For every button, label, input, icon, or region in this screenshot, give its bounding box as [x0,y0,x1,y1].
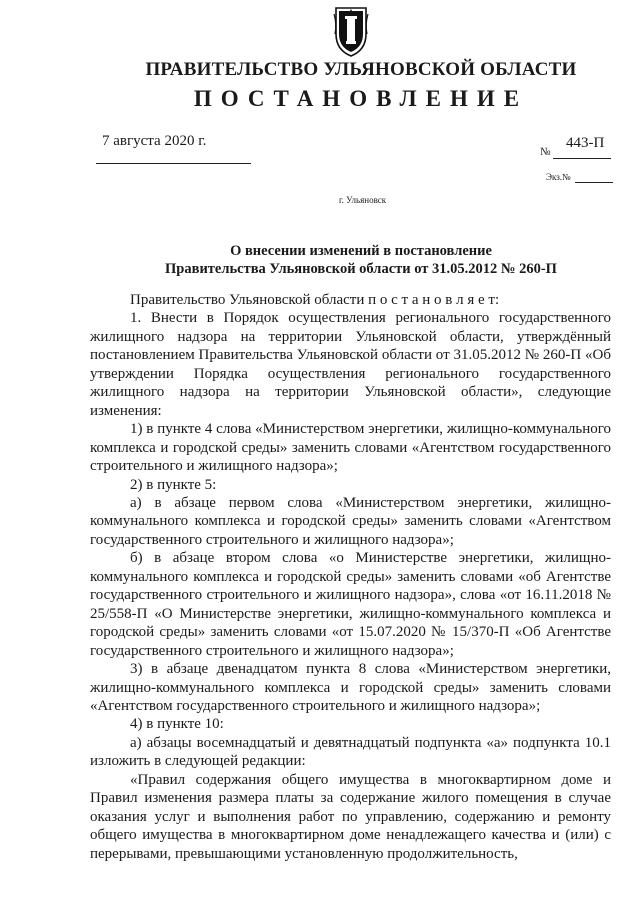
paragraph-subitem-2b: б) в абзаце втором слова «о Министерстве энергетики, жилищно-коммунального комплекса и городской среды» заменить словами «об Агентстве государственного строительного и жилищного надзора», слова «от 16.11.2018 № 25/558-П «О Министерстве энергетики, жилищно-коммунального комплекса и городской среды» заменить словами «от 15.07.2020 № 15/370-П «Об Агентстве государственного строительного и жилищного надзора»; [90,550,611,659]
city-name: г. Ульяновск [339,195,387,205]
paragraph-subitem-3: 3) в абзаце двенадцатом пункта 8 слова «Министерством энергетики, жилищно-коммунального комплекса и городской среды» заменить словами «Агентством государственного строительного и жилищного надзора»; [90,661,611,714]
paragraph-item-1: 1. Внести в Порядок осуществления регионального государственного жилищного надзора на территории Ульяновской области, утверждённый постановлением Правительства Ульяновской области от 31.05.2012 № 260-П «Об утверждении Порядка осуществления регионального государственного жилищного надзора на территории Ульяновской области», следующие изменения: [90,310,611,419]
document-date: 7 августа 2020 г. [102,133,207,149]
number-sign: № [540,146,551,158]
paragraph-subitem-4a: а) абзацы восемнадцатый и девятнадцатый подпункта «а» подпункта 10.1 изложить в следующей редакции: [90,734,611,770]
number-underline [553,158,611,159]
paragraph-subitem-1: 1) в пункте 4 слова «Министерством энергетики, жилищно-коммунального комплекса и городской среды» заменить словами «Агентством государственного строительного и жилищного надзора»; [90,421,611,475]
date-underline [96,163,251,164]
paragraph-quote: «Правил содержания общего имущества в многоквартирном доме и Правил изменения размера платы за содержание жилого помещения в случае оказания услуг и выполнения работ по управлению, содержанию и ремонту общего имущества в многоквартирном доме ненадлежащего качества и (или) с перерывами, превышающими установленную продолжительность, [90,771,611,862]
exemplar-label: Экз.№ [546,172,571,182]
paragraph-subitem-2a: а) в абзаце первом слова «Министерством энергетики, жилищно-коммунального комплекса и городской среды» заменить словами «Агентством государственного строительного и жилищного надзора»; [90,494,611,548]
government-name: ПРАВИТЕЛЬСТВО УЛЬЯНОВСКОЙ ОБЛАСТИ [145,59,577,80]
subject-line-1: О внесении изменений в постановление [230,243,492,259]
document-subject [0,242,640,278]
coat-of-arms-icon [333,4,369,58]
document-body [90,291,611,863]
document-type: ПОСТАНОВЛЕНИЕ [193,86,529,111]
paragraph-subitem-4: 4) в пункте 10: [130,716,224,733]
exemplar-underline [575,182,613,183]
document-number: 443-П [566,135,605,151]
paragraph-resolves: Правительство Ульяновской области п о с т а н о в л я е т: [130,292,500,308]
subject-line-2: Правительства Ульяновской области от 31.05.2012 № 260-П [165,261,557,277]
paragraph-subitem-2: 2) в пункте 5: [130,476,217,493]
